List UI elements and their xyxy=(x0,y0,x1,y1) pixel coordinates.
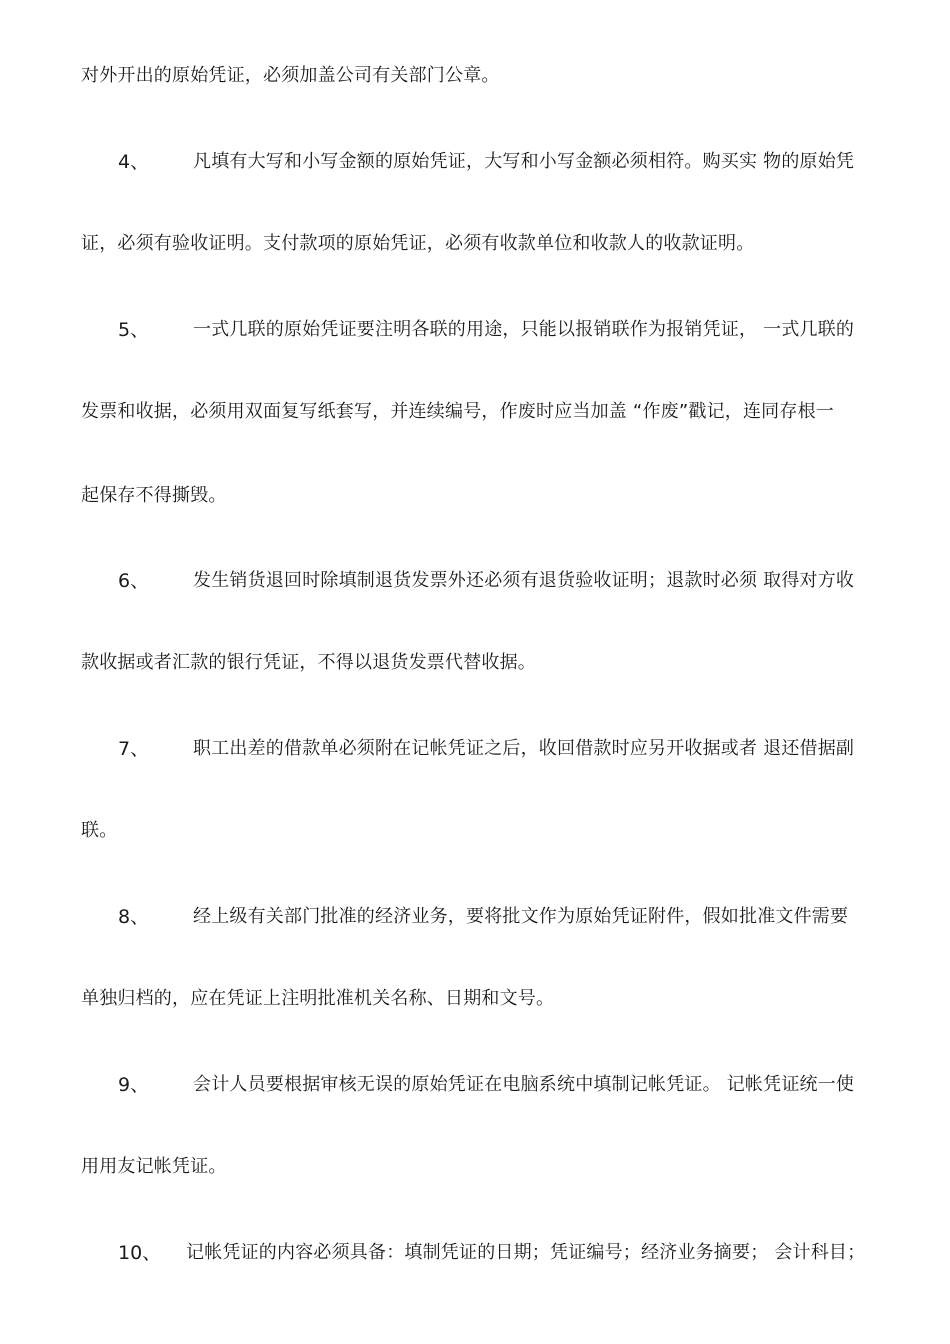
item-number: 9、 xyxy=(118,1074,150,1096)
paragraph-line: 会计人员要根据审核无误的原始凭证在电脑系统中填制记帐凭证。 记帐凭证统一使 xyxy=(193,1074,855,1095)
paragraph-line: 对外开出的原始凭证，必须加盖公司有关部门公章。 xyxy=(81,65,500,86)
item-number: 7、 xyxy=(118,738,150,760)
paragraph-line: 记帐凭证的内容必须具备：填制凭证的日期；凭证编号；经济业务摘要； 会计科目； xyxy=(186,1242,866,1263)
paragraph-line: 用用友记帐凭证。 xyxy=(81,1156,227,1177)
item-number: 4、 xyxy=(118,151,150,173)
paragraph-line: 单独归档的，应在凭证上注明批准机关名称、日期和文号。 xyxy=(81,988,555,1009)
item-number: 8、 xyxy=(118,906,150,928)
paragraph-line: 一式几联的原始凭证要注明各联的用途，只能以报销联作为报销凭证， 一式几联的 xyxy=(193,319,855,340)
paragraph-line: 起保存不得撕毁。 xyxy=(81,485,227,506)
paragraph-line: 发票和收据，必须用双面复写纸套写，并连续编号，作废时应当加盖 “作废”戳记，连同存根一 xyxy=(81,401,834,422)
paragraph-line: 发生销货退回时除填制退货发票外还必须有退货验收证明；退款时必须 取得对方收 xyxy=(193,570,855,591)
item-number: 10、 xyxy=(118,1242,162,1264)
paragraph-line: 职工出差的借款单必须附在记帐凭证之后，收回借款时应另开收据或者 退还借据副 xyxy=(193,738,855,759)
paragraph-line: 款收据或者汇款的银行凭证，不得以退货发票代替收据。 xyxy=(81,652,536,673)
paragraph-line: 联。 xyxy=(81,820,118,841)
paragraph-line: 经上级有关部门批准的经济业务，要将批文作为原始凭证附件，假如批准文件需要 xyxy=(193,906,849,927)
paragraph-line: 证，必须有验收证明。支付款项的原始凭证，必须有收款单位和收款人的收款证明。 xyxy=(81,233,755,254)
paragraph-line: 凡填有大写和小写金额的原始凭证，大写和小写金额必须相符。购买实 物的原始凭 xyxy=(193,151,855,172)
item-number: 6、 xyxy=(118,570,150,592)
item-number: 5、 xyxy=(118,319,150,341)
